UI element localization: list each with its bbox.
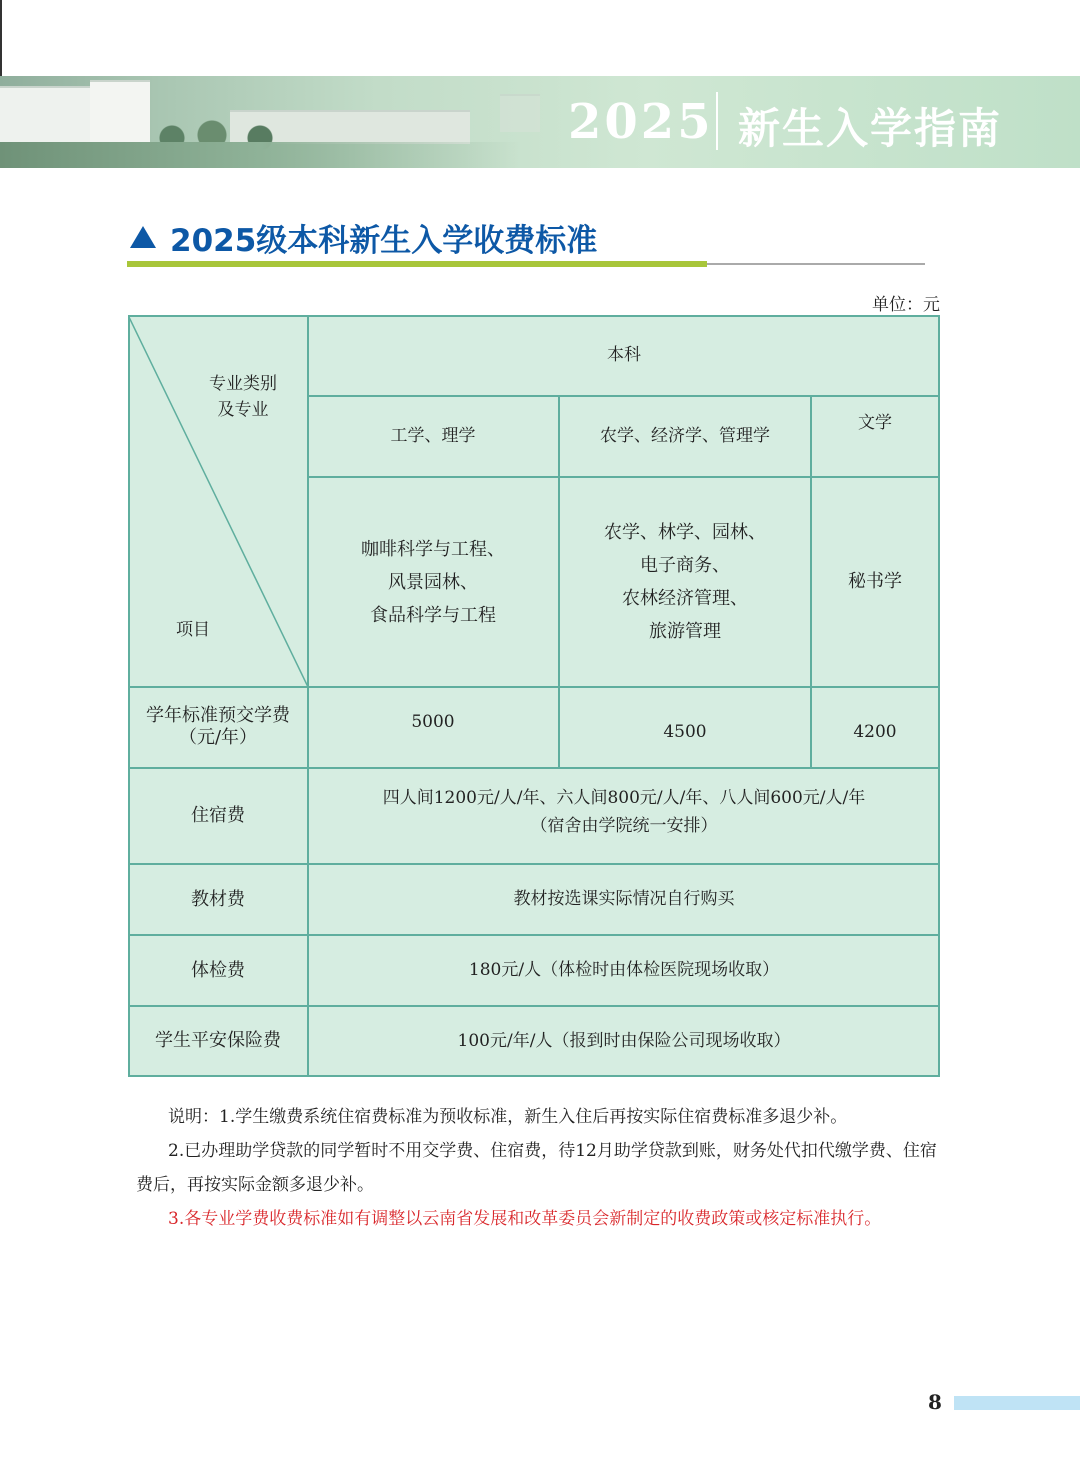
row-label-insurance: 学生平安保险费 <box>155 1030 281 1052</box>
banner-year: 2025 <box>568 94 714 150</box>
section-title: 2025级本科新生入学收费标准 <box>170 222 598 259</box>
category-literature: 文学 <box>858 413 892 434</box>
page-number: 8 <box>928 1390 942 1414</box>
corner-header-top: 专业类别 及专业 <box>209 373 277 420</box>
majors-engineering-science: 咖啡科学与工程、 风景园林、 食品科学与工程 <box>361 538 505 626</box>
heading-underline-green <box>127 261 707 267</box>
section-heading <box>130 214 597 260</box>
tuition-agri-econ-mgmt: 4500 <box>663 721 707 742</box>
row-label-tuition: 学年标准预交学费 （元/年） <box>146 705 290 748</box>
triangle-icon <box>130 226 156 248</box>
banner-separator <box>716 92 718 150</box>
header-banner <box>0 76 1080 168</box>
note-1: 说明：1.学生缴费系统住宿费标准为预收标准，新生入住后再按实际住宿费标准多退少补。 <box>168 1107 848 1127</box>
banner-building <box>0 86 90 148</box>
unit-label: 单位：元 <box>872 295 940 315</box>
note-3: 3.各专业学费收费标准如有调整以云南省发展和改革委员会新制定的收费政策或核定标准执行。 <box>168 1209 882 1229</box>
lodging-fee: 四人间1200元/人/年、六人间800元/人/年、八人间600元/人/年 （宿舍由学院统一安排） <box>382 788 866 836</box>
heading-underline-gray <box>707 263 925 265</box>
row-label-exam: 体检费 <box>191 959 245 981</box>
category-engineering-science: 工学、理学 <box>390 425 476 446</box>
exam-fee: 180元/人（体检时由体检医院现场收取） <box>468 960 780 981</box>
notes-section <box>136 1100 946 1236</box>
insurance-fee: 100元/年/人（报到时由保险公司现场收取） <box>457 1030 791 1051</box>
tuition-engineering-science: 5000 <box>411 711 455 732</box>
tuition-literature: 4200 <box>853 721 897 742</box>
majors-agri-econ-mgmt: 农学、林学、园林、 电子商务、 农林经济管理、 旅游管理 <box>604 522 766 642</box>
page-number-bar <box>954 1396 1080 1410</box>
banner-ground <box>0 142 520 168</box>
left-edge-rule <box>0 0 2 76</box>
note-2: 2.已办理助学贷款的同学暂时不用交学费、住宿费，待12月助学贷款到账，财务处代扣代缴学费、住宿费后，再按实际金额多退少补。 <box>136 1141 937 1195</box>
banner-title: 新生入学指南 <box>738 104 1003 153</box>
category-agri-econ-mgmt: 农学、经济学、管理学 <box>600 425 770 446</box>
banner-building <box>500 94 540 132</box>
row-label-lodging: 住宿费 <box>191 805 245 827</box>
textbook-fee: 教材按选课实际情况自行购买 <box>513 889 735 910</box>
level-header: 本科 <box>607 344 641 365</box>
majors-literature: 秘书学 <box>848 571 902 593</box>
row-label-textbook: 教材费 <box>191 888 245 910</box>
fee-table <box>128 315 940 1077</box>
corner-header-bottom: 项目 <box>176 619 210 640</box>
